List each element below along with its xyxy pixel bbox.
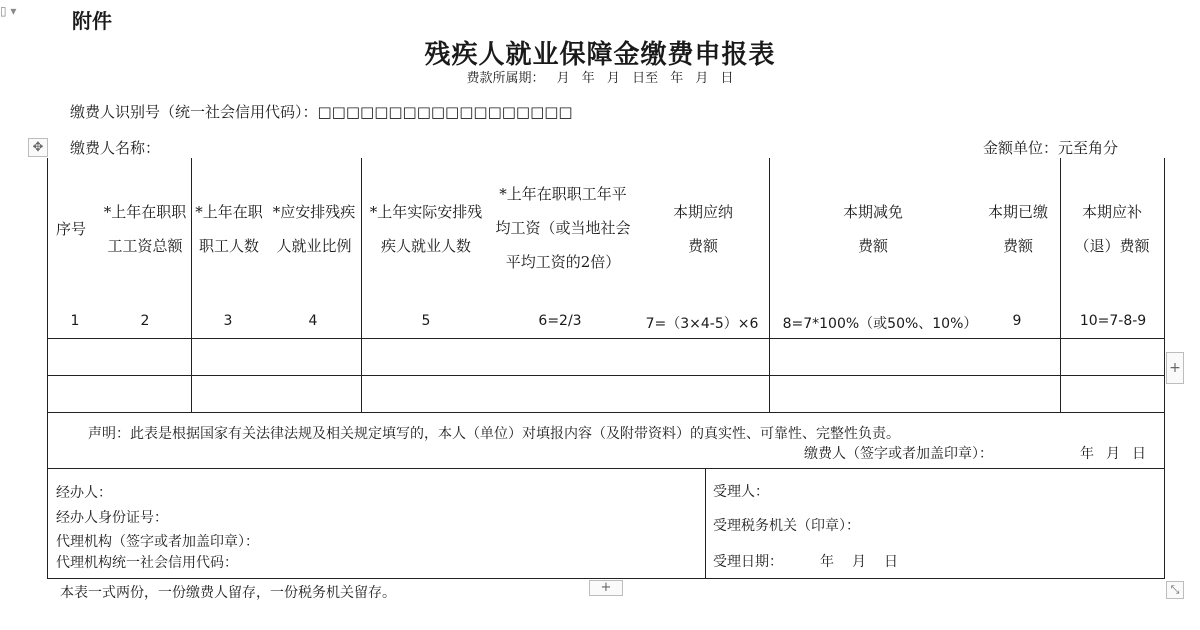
- table-line: [47, 578, 1165, 579]
- header-cell-staff-count: *上年在职 职工人数: [195, 203, 263, 255]
- table-line: [705, 468, 706, 578]
- header-cell-payable: 本期应纳 费额: [672, 203, 733, 255]
- table-row[interactable]: [48, 339, 1164, 375]
- column-number: 5: [421, 313, 431, 329]
- period-part: 年: [670, 71, 684, 86]
- declaration-text: 声明：此表是根据国家有关法律法规及相关规定填写的，本人（单位）对填报内容（及附带资料）的真实性、可靠性、完整性负责。: [88, 426, 900, 442]
- column-number: 8=7*100%（或50%、10%）: [782, 316, 978, 332]
- accept-date-label: 受理日期：: [713, 554, 783, 570]
- header-cell-reduction: 本期减免 费额: [842, 203, 903, 255]
- footer-note: 本表一式两份，一份缴费人留存，一份税务机关留存。: [60, 585, 396, 601]
- add-row-icon[interactable]: +: [589, 580, 623, 596]
- table-move-handle-icon[interactable]: ✥: [28, 138, 48, 157]
- table-line: [47, 412, 1165, 413]
- fee-period-line: [0, 67, 1200, 86]
- table-resize-icon[interactable]: ⤡: [1166, 581, 1184, 599]
- signature-date: 年 月 日: [1080, 446, 1146, 462]
- receiver-label: 受理人：: [713, 484, 769, 500]
- period-part: 月: [695, 71, 709, 86]
- column-number: 3: [223, 313, 233, 329]
- handler-id-label: 经办人身份证号：: [56, 510, 168, 526]
- amount-unit-label: 金额单位：元至角分: [983, 139, 1119, 157]
- document-corner-icon[interactable]: ▯ ▾: [0, 4, 17, 18]
- handler-label: 经办人：: [56, 485, 112, 501]
- header-cell-paid: 本期已缴 费额: [987, 203, 1048, 255]
- header-cell-actual-disabled: *上年实际安排残 疾人就业人数: [369, 203, 483, 255]
- header-cell-avg-wage: *上年在职职工年平 均工资（或当地社会 平均工资的2倍）: [495, 185, 631, 271]
- form-title: 残疾人就业保障金缴费申报表: [424, 40, 776, 70]
- taxpayer-name-label: 缴费人名称：: [70, 139, 161, 157]
- column-number: 1: [70, 313, 80, 329]
- column-number: 9: [1012, 313, 1022, 329]
- period-part: 年: [581, 71, 595, 86]
- column-number: 7=（3×4-5）×6: [645, 316, 759, 332]
- taxpayer-id-label: 缴费人识别号（统一社会信用代码）：□□□□□□□□□□□□□□□□□□: [70, 103, 573, 121]
- period-part: 日至: [632, 71, 659, 86]
- add-column-icon[interactable]: +: [1166, 352, 1184, 384]
- signature-label: 缴费人（签字或者加盖印章）：: [804, 446, 993, 462]
- period-part: 日: [720, 71, 734, 86]
- table-line: [1164, 158, 1165, 579]
- agency-code-label: 代理机构统一社会信用代码：: [56, 555, 238, 571]
- header-cell-refund: 本期应补 （退）费额: [1074, 203, 1150, 255]
- tax-office-label: 受理税务机关（印章）：: [713, 518, 860, 534]
- table-line: [47, 468, 1165, 469]
- table-row[interactable]: [48, 376, 1164, 412]
- header-cell-seq: 序号: [55, 220, 86, 238]
- column-number: 6=2/3: [538, 313, 582, 329]
- column-number: 2: [140, 313, 150, 329]
- period-label: 费款所属期：: [466, 71, 545, 86]
- agency-label: 代理机构（签字或者加盖印章）：: [56, 534, 259, 550]
- header-cell-ratio: *应安排残疾 人就业比例: [272, 203, 356, 255]
- accept-date-parts: 年 月 日: [820, 554, 898, 570]
- column-number: 10=7-8-9: [1079, 313, 1147, 329]
- header-cell-wage-total: *上年在职职 工工资总额: [103, 203, 187, 255]
- column-number: 4: [308, 313, 318, 329]
- attachment-heading: 附件: [72, 9, 112, 33]
- period-part: 月: [606, 71, 620, 86]
- period-part: 月: [556, 71, 570, 86]
